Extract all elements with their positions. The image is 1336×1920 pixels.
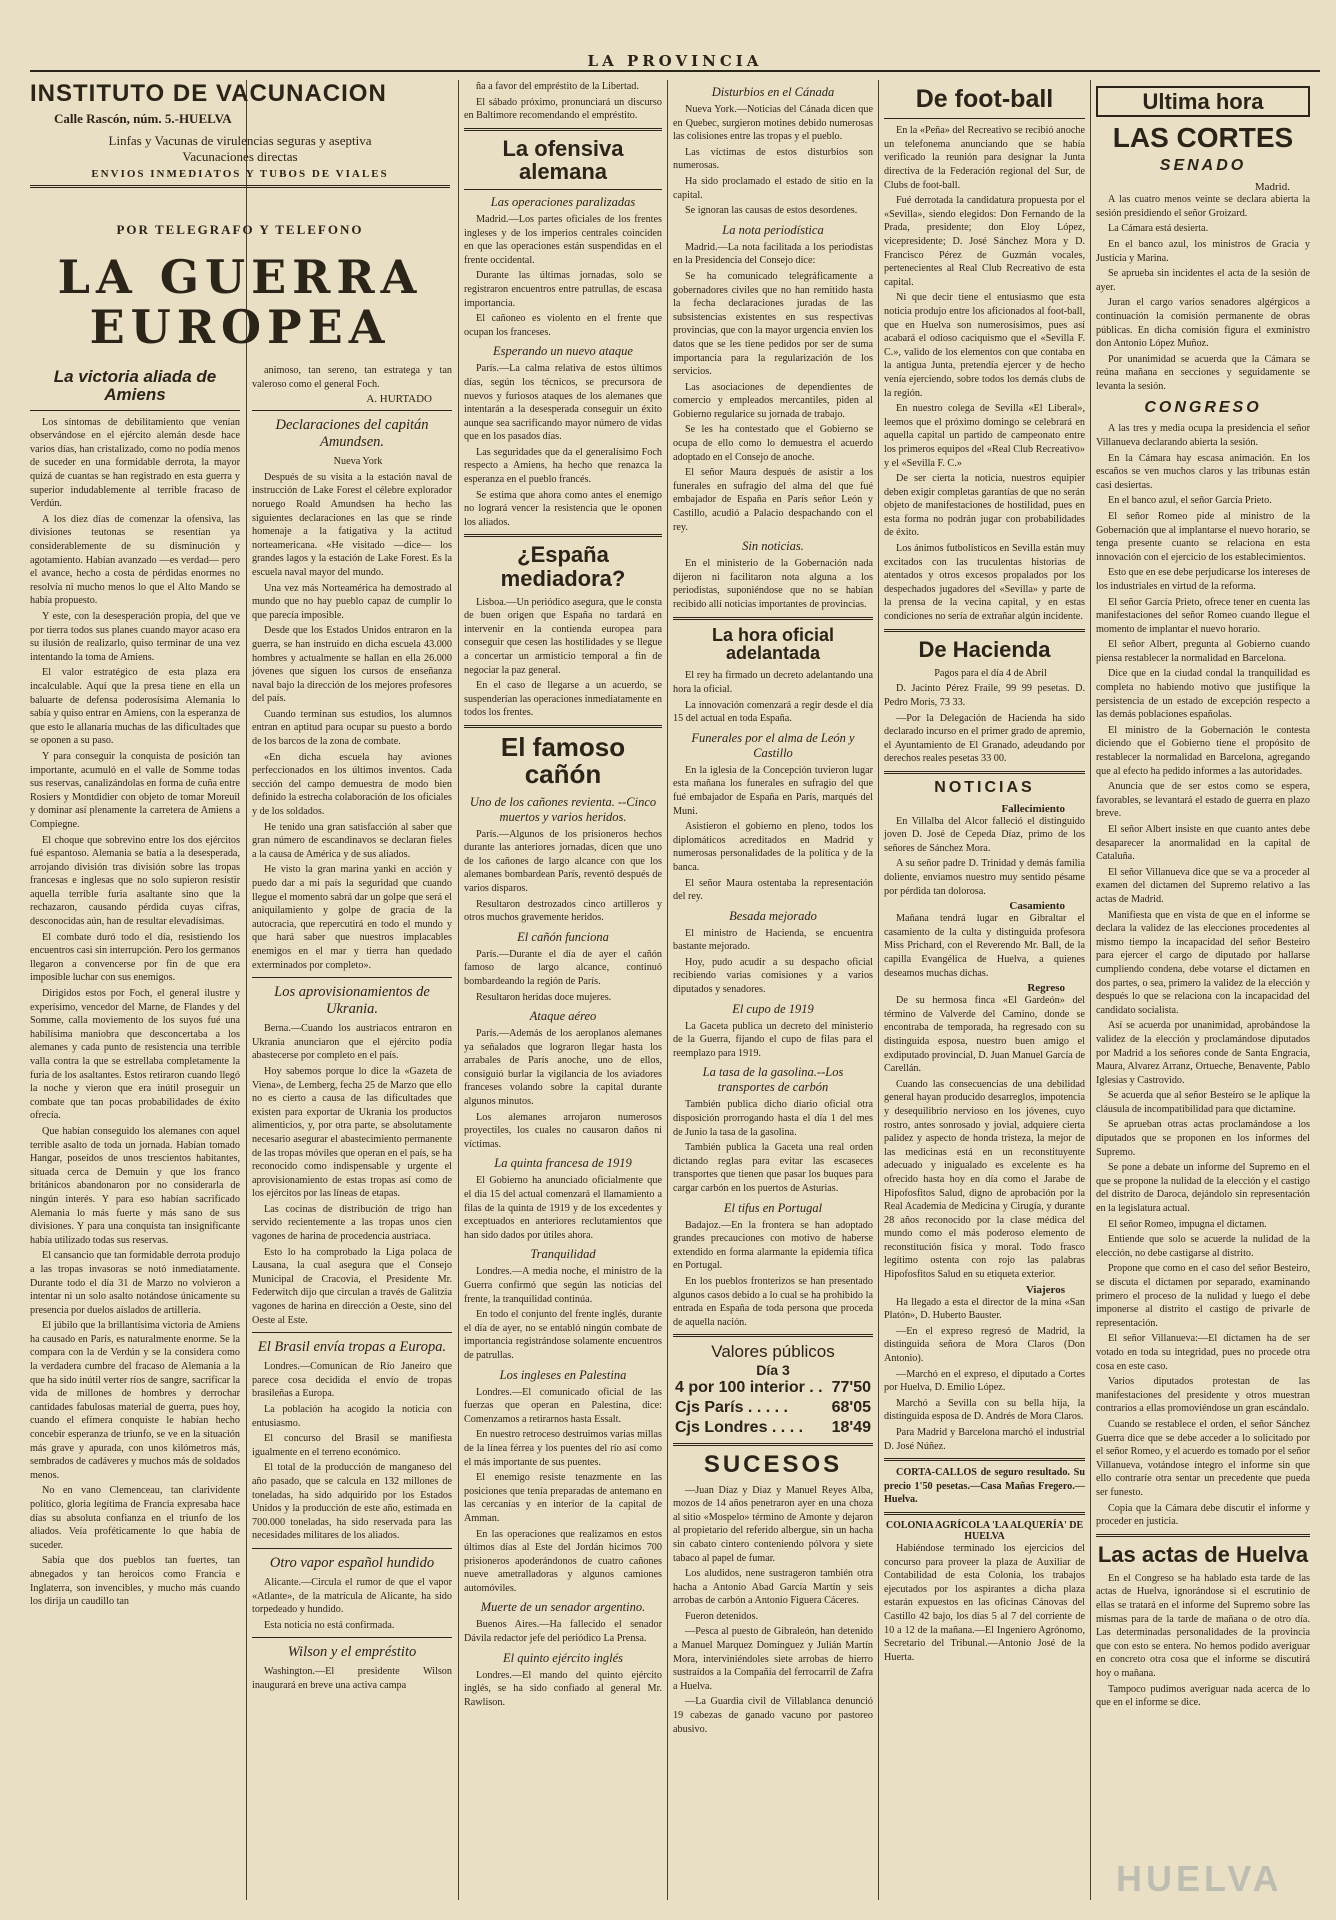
- paragraph: Los síntomas de debilitamiento que venían observándose en el ejército alemán desde hace varios días, han cristalizado, como no podía menos de suceder en una formidable derrota, la mayor quizá de cuantas se han registrado en esta guerra y superior indudablemente al terrible fracaso de Verdún.: [30, 416, 240, 510]
- section-heading: Funerales por el alma de León y Castillo: [691, 730, 855, 760]
- column-divider: [1090, 80, 1091, 1900]
- section-headline: De Hacienda: [918, 636, 1051, 662]
- section-heading: El cañón funciona: [517, 929, 609, 944]
- section-headline: LAS CORTES: [1112, 122, 1294, 154]
- newspaper-page: [30, 52, 1320, 1907]
- paragraph: El señor Maura después de asistir a los funerales en sufragio del alma del que fué embajador de España en París señor León y Castillo, acudió a Palacio despachando con el rey.: [673, 467, 873, 533]
- section-heading: Uno de los cañones revienta. --Cinco muertos y varios heridos.: [469, 794, 657, 824]
- paragraph: —En el expreso regresó de Madrid, la distinguida señora de Mora Claros (Don Antonio).: [884, 1325, 1085, 1365]
- paragraph: Ha sido proclamado el estado de sitio en la capital.: [673, 175, 873, 201]
- ad-line: Linfas y Vacunas de virulencias seguras y aseptiva: [108, 133, 372, 148]
- paragraph: El sábado próximo, pronunciará un discurso en Baltimore recomendando el empréstito.: [464, 96, 662, 122]
- divider: [884, 1458, 1085, 1461]
- paragraph: —Marchó en el expreso, el diputado a Cortes por Huelva, D. Emilio López.: [884, 1368, 1085, 1394]
- paragraph: La Gaceta publica un decreto del ministerio de la Guerra, fijando el cupo de filas para el reemplazo para 1919.: [673, 1020, 873, 1059]
- paragraph: En la «Peña» del Recreativo se recibió anoche un telefonema anunciando que se había verificado la reunión para designar la Junta directiva de la Federación regional del Sur, de Clubs de foot-ball.: [884, 125, 1085, 191]
- paragraph: Una vez más Norteamérica ha demostrado al mundo que no hay pueblo capaz de cumplir lo que parecía imposible.: [252, 582, 452, 621]
- paragraph: En el banco azul, el señor García Prieto.: [1108, 495, 1272, 507]
- paragraph: Manifiesta que en vista de que en el informe se declara la validez de las elecciones procedentes al mismo tiempo la incapacidad del señor Besteiro para ejercer el cargo de diputado por hallarse cumpliendo condena, debe votarse el dictamen en dos partes, o sea, primero la validez de la elección y después lo que se relaciona con la incapacidad del candidato socialista.: [1096, 909, 1310, 1016]
- paragraph: París.—La calma relativa de estos últimos días, según los técnicos, se precursora de nuevos y furiosos ataques de los alemanes que intentarán a la desesperada conseguir un éxito aunque sea sacrificando mayor número de vidas que en los pasados días.: [464, 363, 662, 443]
- paragraph: Las seguridades que da el generalísimo Foch respecto a Amiens, ha hecho que renazca la esperanza en el pueblo francés.: [464, 446, 662, 486]
- section-headline: SUCESOS: [703, 1451, 843, 1479]
- byline: A. HURTADO: [366, 393, 432, 406]
- paragraph: Juran el cargo varios senadores algérgicos a continuación la comisión permanente de obras públicas. En dicha comisión figura el exministro don Antonio López Muñoz.: [1096, 297, 1310, 350]
- section-heading: El tifus en Portugal: [723, 1200, 823, 1215]
- headline-block: [30, 252, 450, 362]
- paragraph: —Pesca al puesto de Gibraleón, han detenido a Manuel Marquez Domínguez y Julián Martín Mora, interviniéndoles siete arrobas de hierro sustraídos a la Compañía del ferrocarril de Zafra a Huelva.: [673, 1626, 873, 1692]
- paragraph: El total de la producción de manganeso del año pasado, que se calcula en 132 millones de toneladas, ha sido adquirido por los Estados Unidos y la producción de este año, estimada en 700.000 toneladas, ha sido reservada para las necesidades militares de los aliados.: [252, 1462, 452, 1542]
- section-heading: El Brasil envía tropas a Europa.: [257, 1339, 447, 1356]
- paragraph: París.—Algunos de los prisioneros hechos durante las anteriores jornadas, dicen que uno de los cañones de largo alcance con que los alemanes bombardean París, reventó después de varios disparos.: [464, 828, 662, 894]
- table-row: [673, 1418, 873, 1438]
- table-cell: Cjs París . . . . .: [675, 1399, 788, 1417]
- paragraph: El señor Albert, pregunta al Gobierno cuando piensa restablecer la normalidad en Barcelona.: [1096, 639, 1310, 664]
- paragraph: Para Madrid y Barcelona marchó el industrial D. José Núñez.: [884, 1427, 1085, 1452]
- paragraph: Copia que la Cámara debe discutir el informe y proceder en justicia.: [1096, 1502, 1310, 1528]
- kicker: POR TELEGRAFO Y TELEFONO: [116, 222, 364, 237]
- ad-line: Vacunaciones directas: [182, 149, 298, 164]
- divider: [673, 617, 873, 620]
- paragraph: Berna.—Cuando los austriacos entraron en Ukrania anunciaron que el ejército podía abastecerse por completo en el país.: [252, 1023, 452, 1062]
- paragraph: Se aprueban otras actas proclamándose a los diputados que se proponen en los informes del Supremo.: [1096, 1119, 1310, 1158]
- paragraph: A las cuatro menos veinte se declara abierta la sesión presidiendo el señor Groizard.: [1096, 194, 1310, 219]
- section-heading: Los ingleses en Palestina: [499, 1367, 627, 1382]
- section-heading: La quinta francesa de 1919: [494, 1156, 632, 1171]
- paragraph: A los diez días de comenzar la ofensiva, las divisiones teutonas se resentían ya considerablemente de su disminución y agotamiento. Habían avanzado —es verdad— pero el avance, hecho a costa de pérdidas enormes no resolvía ni mucho menos lo que el Alto Mando se había propuesto.: [30, 513, 240, 607]
- paragraph: Se ha comunicado telegráficamente a gobernadores civiles que no han remitido hasta la fecha declaraciones juradas de las subsistencias existentes en sus respectivas provincias, que con la mayor urgencia envíen los datos que se les tiene pedidos por ser de suma importancia para la regularización de los servicios.: [673, 270, 873, 378]
- section-headline: ¿España mediadora?: [500, 542, 626, 591]
- divider: [30, 185, 450, 188]
- paragraph: —La Guardia civil de Villablanca denunció 19 cabezas de ganado vacuno por pastoreo abusivo.: [673, 1696, 873, 1735]
- paragraph: Cuando terminan sus estudios, los alumnos entran en aptitud para ocupar su puesto a bordo de los barcos de la zona de combate.: [252, 708, 452, 748]
- paragraph: Resultaron heridas doce mujeres.: [476, 991, 612, 1003]
- paragraph: Esta noticia no está confirmada.: [264, 1619, 395, 1631]
- column-2: [252, 364, 452, 1900]
- paragraph: El señor Albert insiste en que cuanto antes debe desaparecer la anormalidad en la capital de Cataluña.: [1096, 824, 1310, 863]
- headline: LA GUERRA: [57, 250, 423, 304]
- divider: [252, 1548, 452, 1549]
- section-headline: Ultima hora: [1096, 86, 1310, 117]
- paragraph: El júbilo que la brillantísima victoria de Amiens ha causado en París, es naturalmente enorme. Se la compara con la de Verdún y se la considera como la verdadera cumbre del fracaso de Alemania a la que ha sido inútil verter ríos de sangre, sacrificar la vida de millones de hombres y derrochar cantidades fabulosas material de guerra, pues hoy, cuando el efímera conquiste le habían hecho concebir esperanza de triunfo, se ve en la situación más grave y apurada, con unos kilómetros más, sembrados de cadáveres y muchos más de soldados menos.: [30, 1320, 240, 1481]
- table-cell: Cjs Londres . . . .: [675, 1419, 804, 1437]
- section-heading: Declaraciones del capitán Amundsen.: [275, 417, 429, 451]
- divider: [884, 1512, 1085, 1515]
- paragraph: En Villalba del Alcor falleció el distinguido joven D. José de Cepeda Díaz, primo de los señores de Sánchez Mora.: [884, 815, 1085, 854]
- paragraph: Varios diputados protestan de las manifestaciones del presidente y otros muestran contrarios a ellas promoviéndose un gran escándalo.: [1096, 1376, 1310, 1415]
- vaccine-ad: [30, 80, 450, 200]
- paragraph: El señor Maura ostentaba la representación del rey.: [673, 877, 873, 903]
- paragraph: También publica la Gaceta una real orden dictando reglas para evitar las escaseces transportes que tienen que pasar los buques para cargar carbón en los puertos de Asturias.: [673, 1142, 873, 1194]
- ad-line: ENVIOS INMEDIATOS Y TUBOS DE VIALES: [91, 168, 389, 180]
- paragraph: En todo el conjunto del frente inglés, durante el día de ayer, no se entabló ningún combate de importancia registrándose solamente encuentros de patrullas.: [464, 1309, 662, 1361]
- headline: EUROPEA: [89, 300, 391, 354]
- paragraph: Las asociaciones de dependientes de comercio y empleados mercantiles, piden al Gobierno regularice su jornada de trabajo.: [673, 381, 873, 420]
- paragraph: Y para conseguir la conquista de posición tan importante, acumuló en el valle de Somme todas sus reservas, canalizándolas en forma de cuña entre Rosiers y Montdidier con objeto de tomar Moreuil y dominar así plenamente la carretera de Amiens a Compiegne.: [30, 750, 240, 830]
- article-subtitle: La victoria aliada de Amiens: [53, 367, 217, 404]
- column-1-text: [30, 362, 240, 1902]
- paragraph: Madrid.—La nota facilitada a los periodistas en la Presidencia del Consejo dice:: [673, 241, 873, 267]
- paragraph: Madrid.—Los partes oficiales de los frentes ingleses y de los imperios centrales coinciden en que las operaciones están suspendidas en el frente occidental.: [464, 213, 662, 266]
- paragraph: Pagos para el día 4 de Abril: [934, 667, 1047, 679]
- paragraph: Ha llegado a esta el director de la mina «San Platón», D. Huberto Bauster.: [884, 1296, 1085, 1322]
- paragraph: La Cámara está desierta.: [1108, 223, 1209, 235]
- paragraph: Hoy, pudo acudir a su despacho oficial recibiendo varias comisiones y a varios diputados y senadores.: [673, 956, 873, 996]
- table-cell: 18'49: [831, 1419, 871, 1437]
- paragraph: Así se acuerda por unanimidad, aprobándose la validez de la elección y proclamándose diputados por Madrid a los señores conde de Santa Engracia, Maura, Alvarez Arranz, Ortueche, Benavente, Pablo Iglesias y Castrovido.: [1096, 1020, 1310, 1086]
- stock-values-table: [673, 1378, 873, 1438]
- divider: [673, 1334, 873, 1337]
- divider: [252, 1637, 452, 1638]
- section-headline: El famoso cañón: [500, 731, 626, 790]
- paragraph: Londres.—A media noche, el ministro de la Guerra confirmó que según las noticias del frente, la tranquilidad continúa.: [464, 1266, 662, 1305]
- paragraph: Buenos Aires.—Ha fallecido el senador Dávila redactor jefe del periódico La Prensa.: [464, 1619, 662, 1645]
- paragraph: Después de su visita a la estación naval de instrucción de Lake Forest el célebre explorador noruego Roald Amundsen ha hecho las siguientes declaraciones en las que se rinde homenaje a la fatigativa y la actitud norteamericana. «He visitado —dice— los grandes lagos y la estación de Lake Forest. Es la escuela naval mayor del mundo.: [252, 471, 452, 578]
- section-heading: Ataque aéreo: [529, 1009, 597, 1024]
- paragraph: Que habían conseguido los alemanes con aquel terrible asalto de toda un jornada. Habían tomado Hangar, poseídos de unos trescientos habitantes, situada cerca de Demuin y que los franco británicos abandonaron por no considerarla de ningún interés. Y para eso habían sacrificado Alemania lo más fuerte y más sano de sus divisiones. Y para una conquista tan insignificante había utilizado todas sus reservas.: [30, 1125, 240, 1246]
- section-heading: El cupo de 1919: [732, 1001, 814, 1016]
- paragraph: El señor Romeo, impugna el dictamen.: [1108, 1218, 1267, 1230]
- paragraph: Se ignoran las causas de estos desordenes.: [685, 205, 858, 217]
- paragraph: A las tres y media ocupa la presidencia el señor Villanueva declarando abierta la sesión.: [1096, 423, 1310, 448]
- divider: [464, 534, 662, 537]
- archive-watermark: [1116, 1858, 1306, 1898]
- column-5: [884, 80, 1085, 1900]
- paragraph: En la iglesia de la Concepción tuvieron lugar esta mañana los funerales en sufragio del que fué embajador de España en París, marqués del Muni.: [673, 764, 873, 817]
- table-cell: 77'50: [831, 1379, 871, 1397]
- paragraph: ña a favor del empréstito de la Libertad.: [476, 81, 639, 92]
- paragraph: Mañana tendrá lugar en Gibraltar el casamiento de la culta y distinguida profesora Miss Prichard, con el Reverendo Mr. Ball, de la capilla Evangélica de Huelva, a quienes deseamos muchas dichas.: [884, 913, 1085, 979]
- paragraph: Washington.—El presidente Wilson inaugurará en breve una activa campa: [252, 1666, 452, 1691]
- paragraph: Esto que en ese debe perjudicarse los intereses de los industriales en virtud de la reforma.: [1096, 567, 1310, 592]
- divider: [464, 189, 662, 190]
- divider: [464, 128, 662, 131]
- dateline: Nueva York: [333, 456, 383, 468]
- paragraph: —Juan Díaz y Díaz y Manuel Reyes Alba, mozos de 14 años penetraron ayer en una choza al sitio «Mospelo» término de Amonte y dejaron al propietario del referido albergue, sin un hacha sin cabato cintero conteniendo pólvora y siete tabaco al papel de fumar.: [673, 1484, 873, 1564]
- divider: [252, 410, 452, 411]
- table-cell: 68'05: [831, 1399, 871, 1417]
- paragraph: El ministro de la Gobernación le contesta diciendo que el Gobierno tiene el propósito de restablecer la normalidad en Barcelona, agregando que al efecto ha pedido informes a las autoridades.: [1096, 724, 1310, 777]
- divider: [464, 725, 662, 728]
- paragraph: Marchó a Sevilla con su bella hija, la distinguida esposa de D. Andrés de Mora Claros.: [884, 1397, 1085, 1423]
- paragraph: En los pueblos fronterizos se han presentado algunos casos debido a lo cual se ha prohibido la entrada en España de toda persona que proceda de aquella nación.: [673, 1275, 873, 1328]
- subheading: Regreso: [1027, 982, 1065, 995]
- section-heading: La nota periodística: [722, 222, 824, 237]
- paragraph: Asistieron el gobierno en pleno, todos los diplomáticos acreditados en Madrid y numerosas personalidades de la política y de la banca.: [673, 821, 873, 873]
- paragraph: De su hermosa finca «El Gardeón» del término de Valverde del Camino, donde se encontraba de temporada, ha regresado con su distinguida esposa, nuestro buen amigo el exdiputado provincial, D. Juan Manuel García de Carellán.: [884, 995, 1085, 1075]
- divider: [1096, 1534, 1310, 1537]
- dateline: Madrid.: [1254, 181, 1290, 194]
- paragraph: Los alemanes arrojaron numerosos proyectiles, los cuales no causaron daños ni víctimas.: [464, 1111, 662, 1150]
- paragraph: He tenido una gran satisfacción al saber que gran número de escandinavos se declaran fieles a la causa de América y de sus aliados.: [252, 821, 452, 860]
- paragraph: El ministro de Hacienda, se encuentra bastante mejorado.: [673, 927, 873, 953]
- section-heading: Disturbios en el Cánada: [711, 85, 835, 99]
- section-heading: SENADO: [1159, 157, 1247, 175]
- paragraph: En el banco azul, los ministros de Gracia y Justicia y Marina.: [1096, 239, 1310, 264]
- paragraph: Ni que decir tiene el entusiasmo que esta noticia produjo entre los aficionados al foot-ball, que en Huelva son numerosísimos, pues así acabará el odioso caciquismo que el «Sevilla F. C.», valido de los elementos con que contaba en la antigua Junta, pretendía ejercer y de hecho venía ejerciendo, sobre todos los demás clubs de la región.: [884, 292, 1085, 399]
- paragraph: Lisboa.—Un periódico asegura, que le consta de buen origen que España no tardará en intervenir en la contienda europea para conseguir que cesen las hostilidades y se llegue a concertar un armisticio temporal a fin de negociar la paz general.: [464, 596, 662, 676]
- masthead: LA PROVINCIA: [587, 52, 763, 70]
- paragraph: En las operaciones que realizamos en estos últimos días al Este del Jordán hicimos 700 prisioneros apoderándonos de cuatro cañones nueve ametralladoras y algunos camiones automóviles.: [464, 1528, 662, 1594]
- paragraph: En nuestro colega de Sevilla «El Liberal», leemos que el próximo domingo se celebrará en aquella capital un partido de campeonato entre los primeros equipos del «Real Club Recreativo» y el «Sevilla F. C.»: [884, 403, 1085, 469]
- paragraph: Se acuerda que al señor Besteiro se le aplique la cláusula de incompatibilidad para que dictamine.: [1096, 1090, 1310, 1115]
- paragraph: Por unanimidad se acuerda que la Cámara se reúna mañana en secciones y seguidamente se levanta la sesión.: [1096, 353, 1310, 392]
- paragraph: Alicante.—Circula el rumor de que el vapor «Atlante», de la matrícula de Alicante, ha sido torpedeado y hundido.: [252, 1576, 452, 1616]
- paragraph: La innovación comenzará a regir desde el día 15 del actual en toda España.: [673, 699, 873, 725]
- paragraph: El combate duró todo el día, resistiendo los encuentros casi sin interrupción. Pero los germanos llegaron a convencerse por fin de que era imposible luchar con sus enemigos.: [30, 931, 240, 984]
- column-divider: [458, 80, 459, 1900]
- paragraph: De ser cierta la noticia, nuestros equipier deben exigir completas garantías de que no serán objeto de manifestaciones de hostilidad, pues en esta forma no podrán jugar con probabilidades de éxito.: [884, 473, 1085, 539]
- section-heading: Tranquilidad: [530, 1247, 596, 1262]
- paragraph: Dirigidos estos por Foch, el general ilustre y experísimo, vencedor del Marne, de Flandes y del Somme, calla moviemento de los suyos fué una habilísima maniobra que desconcertaba a los alemanes y cada punto de resistencia una terrible valla contra la que se estrellaba completamente la furia de los asaltantes. Estos retiraron cuando llegó la noche y vieron que era inútil proseguir un combate que tan pocas probabilidades de éxito ofrecía.: [30, 988, 240, 1122]
- column-4: [673, 80, 873, 1900]
- column-divider: [878, 80, 879, 1900]
- paragraph: Los aludidos, nene sustrageron también otra hacha a Antonio Abad García Martín y seis arrobas de carbón a Antonio Figuera Cáceres.: [673, 1568, 873, 1607]
- paragraph: El enemigo resiste tenazmente en las posiciones que tenía preparadas de antemano en las cercanías y en interior de la capital de Amman.: [464, 1472, 662, 1524]
- paragraph: Se pone a debate un informe del Supremo en el que se propone la nulidad de la elección y el castigo del distrito de Daroca, dejándolo sin representación en la legislatura actual.: [1096, 1162, 1310, 1215]
- divider: [30, 410, 240, 411]
- paragraph: Propone que como en el caso del señor Besteiro, se discuta el dictamen por separado, examinando primero el proceso de la nulidad y luego el debe imponerse al distrito el castigo de privarle de representación.: [1096, 1263, 1310, 1329]
- paragraph: Habiéndose terminado los ejercicios del concurso para proveer la plaza de Auxiliar de Contabilidad de esta Colonia, los trabajos ejecutados por los aspirantes a dicha plaza estarán expuestos en las oficinas Cánovas del Castillo 42 bajo, los días 5 al 7 del corriente de 10 a 12 de la mañana.—El Ingeniero Agrónomo, Secretario del Tribunal.—Antonio José de la Huerta.: [884, 1542, 1085, 1663]
- divider: [252, 1332, 452, 1333]
- paragraph: En el Congreso se ha hablado esta tarde de las actas de Huelva, ignorándose si el escrutinio de ellas se tratará en el informe del Supremo sobre las mismas para de la tarde de mañana o de otro día. Las determinadas personalidades de la provincia que con esto se entera. No hemos podido averiguar en concreto otra cosa que el informe se discutirá hoy o mañana.: [1096, 1572, 1310, 1679]
- paragraph: Anuncia que de ser estos como se espera, favorables, se levantará el estado de guerra en plazo breve.: [1096, 781, 1310, 820]
- paragraph: Badajoz.—En la frontera se han adoptado grandes precauciones con motivo de haberse extendido en forma alarmante la epidemia tífica en Portugal.: [673, 1219, 873, 1272]
- subheading: Viajeros: [1025, 1283, 1065, 1296]
- section-heading: Esperando un nuevo ataque: [493, 344, 633, 359]
- paragraph: En el caso de llegarse a un acuerdo, se suspenderían las operaciones inmediatamente en todos los frentes.: [464, 680, 663, 719]
- section-heading: La tasa de la gasolina.--Los transportes de carbón: [702, 1065, 844, 1095]
- paragraph: Esto lo ha comprobado la Liga polaca de Lausana, la cual asegura que el Consejo Municipal de Cracovia, el Presidente Mr. Federwitch dijo que circulan a través de Galitzia vagones de harina en dirección a Oeste, sino del Oeste al Este.: [252, 1246, 452, 1326]
- ad-address: Calle Rascón, núm. 5.-HUELVA: [54, 111, 232, 126]
- masthead-rule: [30, 70, 1320, 72]
- paragraph: Los ánimos futbolísticos en Sevilla están muy excitados con las truculentas historias de atentados y otros excesos propalados por los despechados jugadores del «Sevilla» y parte de la prensa de la vecina capital, y en estas condiciones no sería de extrañar algún incidente.: [884, 543, 1085, 623]
- divider: [252, 977, 452, 978]
- paragraph: «En dicha escuela hay aviones perfeccionados en los últimos inventos. Cada sección del campo demuestra de modo bien definido la estrecha colaboración de los oficiales y de los soldados.: [252, 751, 452, 818]
- paragraph: El señor Villanueva:—El dictamen ha de ser votado en toda su integridad, pues no procede otra cosa en este caso.: [1096, 1333, 1310, 1372]
- subheading: Casamiento: [1009, 900, 1065, 913]
- section-heading: Besada mejorado: [729, 908, 817, 923]
- section-headline: Las actas de Huelva: [1097, 1541, 1309, 1567]
- divider: [884, 118, 1085, 119]
- paragraph: El señor Villanueva dice que se va a proceder al examen del dictamen del Supremo relativo a las actas de Madrid.: [1096, 866, 1310, 905]
- paragraph: Londres.—El comunicado oficial de las fuerzas que operan en Palestina, dice: Comenzamos a retirarnos hasta Essalt.: [464, 1386, 662, 1425]
- paragraph: Cuando se restablece el orden, el señor Sánchez Guerra dice que se debe acceder a lo solicitado por el señor Romeo, y el acuerdo es tomado por el señor Villanueva, votándose íntegro el informe sin que ello contraríe otra sentar un precedente que pueda ser funesto.: [1096, 1418, 1310, 1498]
- section-heading: CONGRESO: [1144, 398, 1262, 416]
- table-row: [673, 1398, 873, 1418]
- stock-values-date: Día 3: [756, 1362, 790, 1379]
- paragraph: El choque que sobrevino entre los dos ejércitos fué espantoso. Alemania se batía a la desesperada, arrojando división tras división sobre las tropas francesas e inglesas que no solo supieron resistir aquella terrible furia asaltante sino que la rechazaron, causando pérdida cuyas cifras, desconocidas aún, han de resultar elevadísimas.: [30, 834, 240, 928]
- watermark-text: HUELVA: [1116, 1858, 1283, 1899]
- subheading: Fallecimiento: [1001, 802, 1065, 815]
- paragraph: El cansancio que tan formidable derrota produjo a las tropas invasoras se notó inmediatamente. Durante todo el día 31 de Marzo no volvieron a intentar ni un solo asalto notándose únicamente su presencia por duelos aislados de artillería.: [30, 1250, 240, 1316]
- paragraph: París.—Durante el día de ayer el cañón famoso de largo alcance, continuó bombardeando la región de París.: [464, 948, 662, 987]
- paragraph: El señor Romeo pide al ministro de la Gobernación que al implantarse el nuevo horario, se tenga presente cuanto se relaciona en esta innovación con el ejercicio de los establecimientos.: [1096, 510, 1310, 563]
- paragraph: Nueva York.—Noticias del Cánada dicen que en Quebec, surgieron motines debido numerosas las colisiones entre las tropas y el pueblo.: [673, 104, 873, 143]
- paragraph: Resultaron destrozados cinco artilleros y otros muchos gravemente heridos.: [464, 898, 662, 924]
- paragraph: El Gobierno ha anunciado oficialmente que el día 15 del actual comenzará el llamamiento a filas de la quinta de 1919 y de los excedentes y exceptuados en anteriores reclutamientos que han sido dados por útiles ahora.: [464, 1175, 662, 1241]
- paragraph: Se les ha contestado que el Gobierno se ocupa de ello como lo demuestra el acuerdo adoptado en el Consejo de anoche.: [673, 424, 873, 463]
- paragraph: Se estima que ahora como antes el enemigo no logrará vencer la resistencia que le oponen los aliados.: [464, 489, 662, 528]
- section-heading: Sin noticias.: [742, 539, 804, 554]
- paragraph: Entiende que solo se acuerde la nulidad de la elección, no debe castigarse al distrito.: [1096, 1234, 1310, 1259]
- paragraph: El concurso del Brasil se manifiesta igualmente en el terreno económico.: [252, 1433, 452, 1458]
- paragraph: Londres.—El mando del quinto ejército inglés, se ha sido confiado al general Mr. Rawlison.: [464, 1669, 662, 1708]
- paragraph: D. Jacinto Pérez Fraile, 99 99 pesetas. D. Pedro Moris, 73 33.: [884, 683, 1085, 708]
- paragraph: París.—Además de los aeroplanos alemanes ya señalados que lograron llegar hasta los arrabales de París anoche, uno de ellos, consiguió burlar la vigilancia de los aviadores franceses volando sobre la capital durante algunos minutos.: [464, 1028, 662, 1108]
- paragraph: Sabía que dos pueblos tan fuertes, tan abnegados y tan heroicos como Francia e Inglaterra, son invencibles, y mucho más cuando los dirija un caudillo tan: [30, 1555, 240, 1608]
- section-headline: De foot-ball: [915, 85, 1054, 113]
- paragraph: He visto la gran marina yanki en acción y puedo dar a mi país la seguridad que cuando llegue el momento sabrá dar un golpe que será el aniquilamiento y golpe de gracia de la autocracia, que repercutirá en todo el mundo y que hará saber que nuestros implacables enemigos en el mar y tierra han quedado exterminados por completo».: [252, 864, 452, 971]
- section-heading: Wilson y el empréstito: [287, 1644, 417, 1661]
- classified-ad: CORTA-CALLOS de seguro resultado. Su precio 1'50 pesetas.—Casa Mañas Fregero.—Huelva.: [884, 1467, 1085, 1506]
- column-6: [1096, 80, 1310, 1900]
- divider: [884, 771, 1085, 774]
- column-divider: [667, 80, 668, 1900]
- paragraph: Fueron detenidos.: [685, 1610, 758, 1622]
- paragraph: —Por la Delegación de Hacienda ha sido declarado incurso en el primer grado de apremio, el Ayuntamiento de El Granado, adeudando por derechos reales pesetas 33 00.: [884, 712, 1085, 765]
- paragraph: El señor García Prieto, ofrece tener en cuenta las manifestaciones del señor Romeo cuando llegue el momento de implantar el nuevo horario.: [1096, 596, 1310, 635]
- table-row: [673, 1378, 873, 1398]
- section-headline: La hora oficial adelantada: [711, 624, 835, 664]
- paragraph: El valor estratégico de esta plaza era incalculable. Aquí que la presa tiene en ella un baluarte de defensa poderosísima Alemania lo sabía y quiso entrar en Amiens, con la esperanza de que esto le allanaría muchas de las dificultades que se oponen a su paso.: [30, 667, 240, 747]
- table-cell: 4 por 100 interior . .: [675, 1379, 823, 1397]
- paragraph: A su señor padre D. Trinidad y demás familia doliente, enviamos nuestro muy sentido pésame por pérdida tan dolorosa.: [884, 858, 1085, 897]
- paragraph: Durante las últimas jornadas, solo se registraron encuentros entre patrullas, de escasa importancia.: [464, 270, 662, 309]
- paragraph: En el ministerio de la Gobernación nada dijeron ni facilitaron nota alguna a los periodistas, suponiéndose que no se habían recibido allí noticias importantes de provincias.: [673, 558, 873, 610]
- paragraph: Dice que en la ciudad condal la tranquilidad es completa no habiendo motivo que justifique la persistencia de un estado de excepción respecto a las demás poblaciones españolas.: [1096, 668, 1310, 721]
- paragraph: Las víctimas de estos disturbios son numerosas.: [673, 146, 873, 172]
- paragraph: Y este, con la desesperación propia, del que ve por tierra todos sus planes cuando mayor acaso era su ilusión de realizarlo, quiso terminar de una vez intentando la toma de Amiens.: [30, 611, 240, 663]
- section-heading: Muerte de un senador argentino.: [480, 1600, 646, 1615]
- paragraph: Hoy sabemos porque lo dice la «Gazeta de Viena», de Lemberg, fecha 25 de Marzo que ello no es cierto a causa de las dificultades que existen para exportar de Ukrania los productos alimenticios, y, por otra parte, se absolutamente necesario asegurar el abastecimiento permanente de las tropas móviles que operan en el país, se ha reconocido como indispensable y urgente el aprovisionamiento de estas tropas así como de los ejércitos por las líneas de etapas.: [252, 1065, 453, 1200]
- paragraph: Fué derrotada la candidatura propuesta por el «Sevilla», siendo elegidos: Don Fernando de la Prada, presidente; don Eloy López, vicepresidente; D. José Sánchez Mora y D. Francisco Pérez de Guzmán vocales, pertenecientes al Real Club Recreativo de esta capital.: [884, 195, 1085, 288]
- paragraph: La población ha acogido la noticia con entusiasmo.: [252, 1404, 452, 1429]
- section-heading: Los aprovisionamientos de Ukrania.: [274, 984, 430, 1018]
- notice-heading: COLONIA AGRÍCOLA 'LA ALQUERÍA' DE HUELVA: [885, 1519, 1084, 1542]
- paragraph: El cañoneo es violento en el frente que ocupan los franceses.: [464, 313, 662, 338]
- paragraph: También publica dicho diario oficial otra disposición prorrogando hasta el día 1 del mes de Junio la tasa de la gasolina.: [673, 1099, 873, 1138]
- paragraph: animoso, tan sereno, tan estratega y tan valeroso como el general Foch.: [252, 365, 452, 390]
- article-body: [30, 416, 240, 1609]
- paragraph: En la Cámara hay escasa animación. En los escaños se ven muchos claros y las tribunas están casi desiertas.: [1096, 452, 1310, 491]
- divider: [884, 629, 1085, 632]
- section-heading: Las operaciones paralizadas: [490, 194, 636, 209]
- paragraph: Londres.—Comunican de Río Janeiro que parece cosa decidida el envío de tropas brasileñas a Europa.: [252, 1361, 452, 1400]
- paragraph: No en vano Clemenceau, tan clarividente político, gloria legítima de Francia expresaba hace días su absoluta confianza en el triunfo de los aliados. Veía proféticamente lo que había de suceder.: [30, 1485, 240, 1551]
- section-headline: La ofensiva alemana: [502, 135, 624, 184]
- paragraph: En nuestro retroceso destruimos varias millas de la línea férrea y los puentes del río así como el más importante de sus puentes.: [464, 1429, 662, 1468]
- column-3: [464, 80, 662, 1900]
- paragraph: Se aprueba sin incidentes el acta de la sesión de ayer.: [1096, 268, 1310, 293]
- section-heading: El quinto ejército inglés: [502, 1650, 623, 1665]
- paragraph: Las cocinas de distribución de trigo han servido recientemente a las tropas unos cien vagones de harina de procedencia austriaca.: [252, 1203, 452, 1243]
- paragraph: Tampoco pudimos averiguar nada acerca de lo que en el informe se dice.: [1096, 1683, 1310, 1709]
- paragraph: El rey ha firmado un decreto adelantando una hora la oficial.: [673, 670, 873, 695]
- section-heading: Otro vapor español hundido: [269, 1554, 435, 1571]
- divider: [673, 1443, 873, 1446]
- stock-values-box: [673, 1342, 873, 1438]
- paragraph: Cuando las consecuencias de una debilidad general hayan producido desarreglos, impotencia y desequilibrio nervioso en los jóvenes, cuyo rostro, antes sonrosado y jovial, adquiere cierta palidez y aspecto de honda tristeza, la mejor de las medicinas está en un reconstituyente adecuado y inigualado es excelente es ha ofrecido hasta hoy en día como el Jarabe de Hipofosfitos Salud, digno de aprobación por la Real Academia de Medicina y Cirugía, y durante 28 años reconocido por la clase médica del mundo como el más poderoso elemento de reconstitución física y moral. Todo frasco legítimo ostenta con rojo las palabras Hipofosfitos Salud en su etiqueta exterior.: [884, 1078, 1085, 1281]
- paragraph: Desde que los Estados Unidos entraron en la guerra, se han instruido en dicha escuela 43.000 hombres y actualmente se hallan en ella 26.000 jóvenes que siguen los cursos de enseñanza naval bajo la dirección de los mejores profesores del país.: [252, 625, 452, 705]
- stock-values-title: Valores públicos: [711, 1342, 835, 1362]
- section-headline: NOTICIAS: [934, 778, 1035, 796]
- ad-title: INSTITUTO DE VACUNACION: [30, 80, 387, 107]
